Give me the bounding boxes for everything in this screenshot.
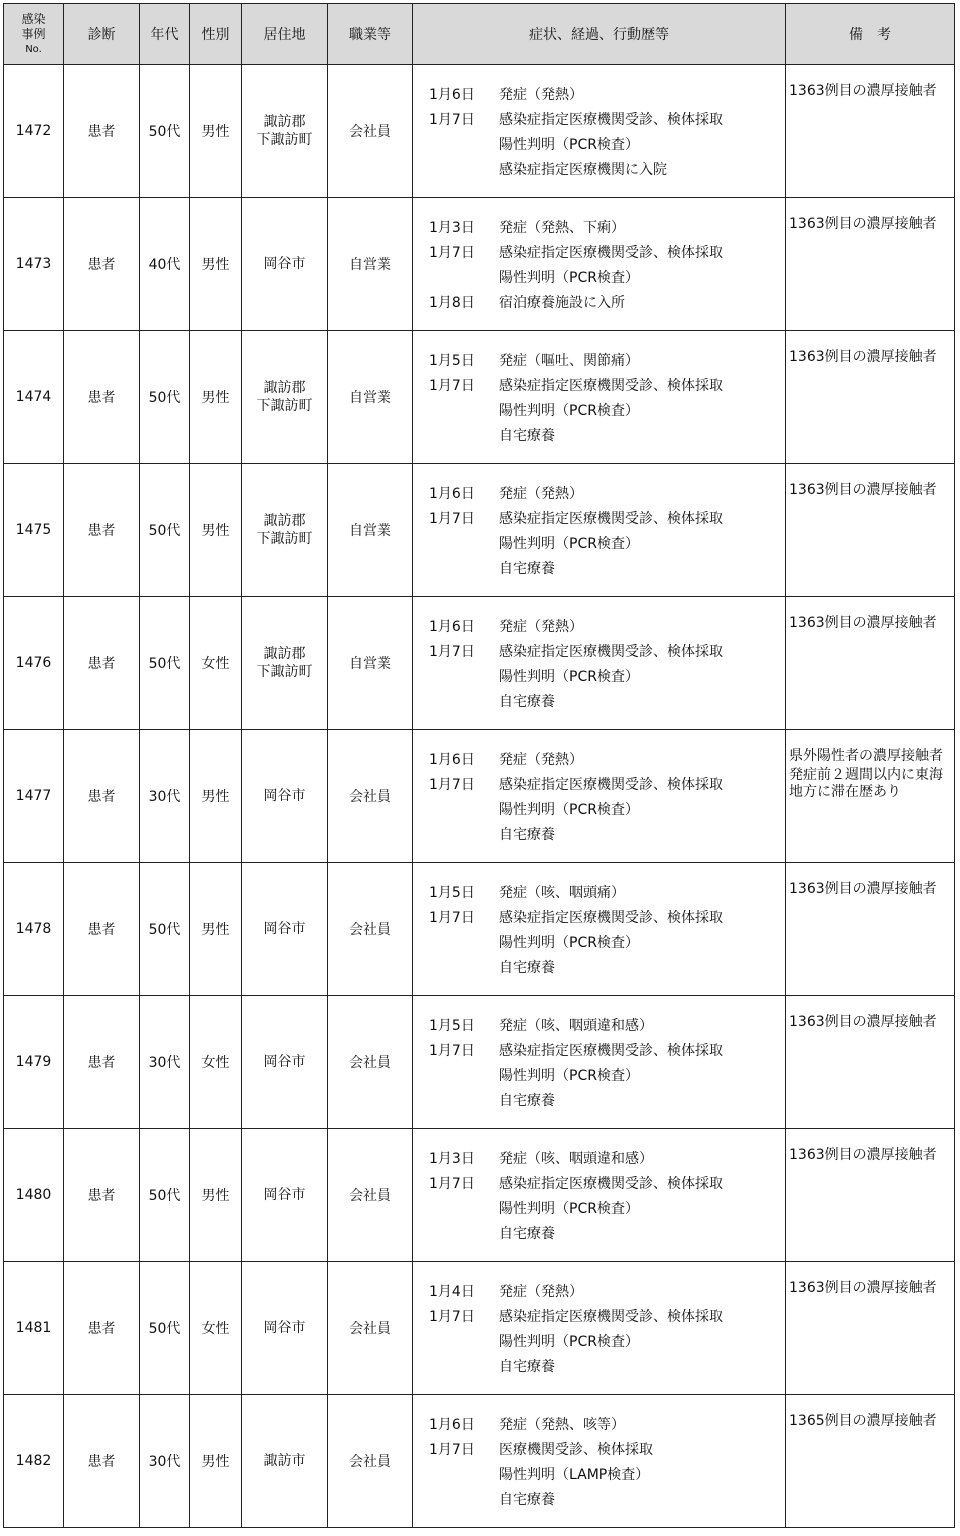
table-row (4, 1395, 955, 1528)
age-cell: 50代 (140, 1262, 190, 1395)
remarks-cell (786, 464, 955, 597)
header-case-no-line3: No. (25, 43, 42, 55)
case-no-cell: 1479 (4, 996, 64, 1129)
diagnosis-cell: 患者 (64, 730, 140, 863)
sex-cell: 女性 (190, 996, 242, 1129)
event-text: 発症（嘔吐、関節痛） (499, 352, 639, 369)
case-no-cell: 1481 (4, 1262, 64, 1395)
remark-line: 1363例目の濃厚接触者 (789, 1280, 937, 1296)
residence-line: 下諏訪町 (256, 664, 313, 680)
event-text: 陽性判明（PCR検査） (499, 402, 639, 419)
course-cell (413, 996, 786, 1129)
residence-line: 岡谷市 (263, 788, 306, 804)
case-no-cell: 1480 (4, 1129, 64, 1262)
residence-cell (242, 863, 328, 996)
remarks-cell (786, 863, 955, 996)
course-event (429, 1087, 785, 1112)
event-text: 発症（発熱） (499, 1283, 583, 1300)
course-event (429, 480, 785, 505)
event-date: 1月7日 (429, 1441, 475, 1458)
course-event (429, 1278, 785, 1303)
event-text: 感染症指定医療機関受診、検体採取 (499, 377, 723, 394)
header-row (4, 4, 955, 65)
residence-line: 諏訪郡 (263, 646, 306, 662)
occupation-cell: 自営業 (328, 331, 413, 464)
age-cell: 30代 (140, 996, 190, 1129)
course-event (429, 1436, 785, 1461)
event-text: 自宅療養 (499, 1358, 555, 1375)
course-cell (413, 65, 786, 198)
course-cell (413, 597, 786, 730)
event-text: 感染症指定医療機関に入院 (499, 161, 667, 178)
header-residence: 居住地 (242, 4, 328, 65)
table-row (4, 1129, 955, 1262)
header-occupation: 職業等 (328, 4, 413, 65)
diagnosis-cell: 患者 (64, 65, 140, 198)
remark-line: 発症前２週間以内に東海地方に滞在歴あり (789, 767, 943, 800)
remark-line: 県外陽性者の濃厚接触者 (789, 748, 943, 764)
age-cell: 50代 (140, 464, 190, 597)
residence-cell (242, 597, 328, 730)
occupation-cell: 会社員 (328, 1129, 413, 1262)
age-cell: 40代 (140, 198, 190, 331)
sex-cell: 女性 (190, 1262, 242, 1395)
event-date: 1月6日 (429, 485, 475, 502)
remark-line: 1363例目の濃厚接触者 (789, 216, 937, 232)
event-date: 1月7日 (429, 643, 475, 660)
event-date: 1月6日 (429, 1416, 475, 1433)
event-text: 発症（咳、咽頭痛） (499, 884, 625, 901)
event-text: 自宅療養 (499, 693, 555, 710)
course-event (429, 771, 785, 796)
sex-cell: 男性 (190, 198, 242, 331)
sex-cell: 男性 (190, 863, 242, 996)
header-age: 年代 (140, 4, 190, 65)
sex-cell: 女性 (190, 597, 242, 730)
event-text: 宿泊療養施設に入所 (499, 294, 625, 311)
diagnosis-cell: 患者 (64, 464, 140, 597)
course-event (429, 214, 785, 239)
residence-cell (242, 1395, 328, 1528)
sex-cell: 男性 (190, 331, 242, 464)
table-row (4, 464, 955, 597)
residence-line: 岡谷市 (263, 256, 306, 272)
diagnosis-cell: 患者 (64, 863, 140, 996)
occupation-cell: 会社員 (328, 996, 413, 1129)
course-cell (413, 464, 786, 597)
event-text: 医療機関受診、検体採取 (499, 1441, 653, 1458)
table-body (4, 65, 955, 1528)
event-date: 1月7日 (429, 1308, 475, 1325)
event-text: 発症（発熱） (499, 86, 583, 103)
table-row (4, 1262, 955, 1395)
course-cell (413, 1262, 786, 1395)
residence-line: 下諏訪町 (256, 132, 313, 148)
residence-cell (242, 1262, 328, 1395)
age-cell: 50代 (140, 863, 190, 996)
remarks-cell (786, 331, 955, 464)
residence-line: 諏訪郡 (263, 380, 306, 396)
course-cell (413, 863, 786, 996)
sex-cell: 男性 (190, 1129, 242, 1262)
residence-line: 岡谷市 (263, 921, 306, 937)
course-event (429, 1195, 785, 1220)
event-text: 発症（発熱） (499, 618, 583, 635)
event-text: 感染症指定医療機関受診、検体採取 (499, 1042, 723, 1059)
age-cell: 50代 (140, 1129, 190, 1262)
course-event (429, 1461, 785, 1486)
course-event (429, 397, 785, 422)
case-table (3, 3, 955, 1528)
event-text: 陽性判明（PCR検査） (499, 1200, 639, 1217)
event-date: 1月7日 (429, 909, 475, 926)
event-text: 感染症指定医療機関受診、検体採取 (499, 776, 723, 793)
occupation-cell: 自営業 (328, 597, 413, 730)
age-cell: 50代 (140, 331, 190, 464)
course-event (429, 796, 785, 821)
occupation-cell: 会社員 (328, 730, 413, 863)
event-date: 1月7日 (429, 377, 475, 394)
course-event (429, 1353, 785, 1378)
course-event (429, 1170, 785, 1195)
case-no-cell: 1476 (4, 597, 64, 730)
event-text: 感染症指定医療機関受診、検体採取 (499, 244, 723, 261)
event-text: 自宅療養 (499, 1225, 555, 1242)
event-date: 1月6日 (429, 86, 475, 103)
course-event (429, 663, 785, 688)
event-text: 感染症指定医療機関受診、検体採取 (499, 909, 723, 926)
event-text: 感染症指定医療機関受診、検体採取 (499, 111, 723, 128)
remark-line: 1363例目の濃厚接触者 (789, 1147, 937, 1163)
remarks-cell (786, 996, 955, 1129)
header-case-no-line1: 感染 (21, 11, 46, 26)
header-case-no-line2: 事例 (21, 26, 46, 41)
course-event (429, 81, 785, 106)
header-sex: 性別 (190, 4, 242, 65)
course-event (429, 688, 785, 713)
event-text: 自宅療養 (499, 560, 555, 577)
event-date: 1月7日 (429, 776, 475, 793)
remarks-cell (786, 1395, 955, 1528)
age-cell: 30代 (140, 730, 190, 863)
course-event (429, 1328, 785, 1353)
event-text: 自宅療養 (499, 826, 555, 843)
course-event (429, 1012, 785, 1037)
event-text: 陽性判明（LAMP検査） (499, 1466, 650, 1483)
course-event (429, 1486, 785, 1511)
diagnosis-cell: 患者 (64, 198, 140, 331)
course-event (429, 239, 785, 264)
course-event (429, 1411, 785, 1436)
course-event (429, 1145, 785, 1170)
diagnosis-cell: 患者 (64, 1129, 140, 1262)
event-text: 陽性判明（PCR検査） (499, 1067, 639, 1084)
course-event (429, 156, 785, 181)
event-text: 感染症指定医療機関受診、検体採取 (499, 510, 723, 527)
occupation-cell: 自営業 (328, 198, 413, 331)
course-event (429, 613, 785, 638)
course-event (429, 1220, 785, 1245)
event-text: 陽性判明（PCR検査） (499, 535, 639, 552)
course-cell (413, 331, 786, 464)
event-date: 1月5日 (429, 1017, 475, 1034)
table-row (4, 331, 955, 464)
residence-line: 諏訪郡 (263, 114, 306, 130)
course-event (429, 372, 785, 397)
course-cell (413, 1395, 786, 1528)
course-event (429, 530, 785, 555)
residence-line: 諏訪市 (263, 1453, 306, 1469)
course-event (429, 422, 785, 447)
case-no-cell: 1477 (4, 730, 64, 863)
occupation-cell: 会社員 (328, 1262, 413, 1395)
event-date: 1月6日 (429, 618, 475, 635)
course-event (429, 638, 785, 663)
sex-cell: 男性 (190, 730, 242, 863)
course-event (429, 264, 785, 289)
case-no-cell: 1478 (4, 863, 64, 996)
residence-line: 岡谷市 (263, 1187, 306, 1203)
course-event (429, 1303, 785, 1328)
residence-line: 下諏訪町 (256, 531, 313, 547)
course-event (429, 347, 785, 372)
event-text: 自宅療養 (499, 959, 555, 976)
occupation-cell: 自営業 (328, 464, 413, 597)
header-remarks: 備 考 (786, 4, 955, 65)
event-text: 感染症指定医療機関受診、検体採取 (499, 643, 723, 660)
occupation-cell: 会社員 (328, 863, 413, 996)
event-text: 陽性判明（PCR検査） (499, 668, 639, 685)
case-no-cell: 1473 (4, 198, 64, 331)
table-row (4, 597, 955, 730)
course-event (429, 929, 785, 954)
event-text: 感染症指定医療機関受診、検体採取 (499, 1175, 723, 1192)
event-text: 感染症指定医療機関受診、検体採取 (499, 1308, 723, 1325)
event-text: 発症（発熱） (499, 485, 583, 502)
residence-cell (242, 65, 328, 198)
remark-line: 1363例目の濃厚接触者 (789, 482, 937, 498)
diagnosis-cell: 患者 (64, 996, 140, 1129)
residence-cell (242, 996, 328, 1129)
event-date: 1月7日 (429, 244, 475, 261)
header-diagnosis: 診断 (64, 4, 140, 65)
event-text: 発症（発熱、咳等） (499, 1416, 625, 1433)
remarks-cell (786, 1262, 955, 1395)
course-event (429, 746, 785, 771)
remark-line: 1365例目の濃厚接触者 (789, 1413, 937, 1429)
diagnosis-cell: 患者 (64, 331, 140, 464)
event-date: 1月5日 (429, 884, 475, 901)
event-text: 発症（発熱） (499, 751, 583, 768)
age-cell: 50代 (140, 65, 190, 198)
event-text: 陽性判明（PCR検査） (499, 801, 639, 818)
course-cell (413, 730, 786, 863)
case-no-cell: 1472 (4, 65, 64, 198)
remark-line: 1363例目の濃厚接触者 (789, 1014, 937, 1030)
residence-cell (242, 1129, 328, 1262)
age-cell: 30代 (140, 1395, 190, 1528)
event-text: 陽性判明（PCR検査） (499, 1333, 639, 1350)
event-text: 陽性判明（PCR検査） (499, 136, 639, 153)
event-text: 陽性判明（PCR検査） (499, 269, 639, 286)
diagnosis-cell: 患者 (64, 1262, 140, 1395)
table-row (4, 198, 955, 331)
event-text: 発症（咳、咽頭違和感） (499, 1017, 653, 1034)
event-text: 自宅療養 (499, 1092, 555, 1109)
event-date: 1月7日 (429, 111, 475, 128)
remarks-cell (786, 730, 955, 863)
remarks-cell (786, 1129, 955, 1262)
table-row (4, 65, 955, 198)
course-event (429, 954, 785, 979)
diagnosis-cell: 患者 (64, 1395, 140, 1528)
remark-line: 1363例目の濃厚接触者 (789, 615, 937, 631)
remarks-cell (786, 65, 955, 198)
event-date: 1月6日 (429, 751, 475, 768)
course-cell (413, 198, 786, 331)
case-no-cell: 1475 (4, 464, 64, 597)
event-date: 1月7日 (429, 1175, 475, 1192)
course-cell (413, 1129, 786, 1262)
course-event (429, 289, 785, 314)
diagnosis-cell: 患者 (64, 597, 140, 730)
event-date: 1月3日 (429, 219, 475, 236)
residence-cell (242, 198, 328, 331)
residence-cell (242, 331, 328, 464)
residence-line: 諏訪郡 (263, 513, 306, 529)
event-text: 発症（咳、咽頭違和感） (499, 1150, 653, 1167)
event-date: 1月7日 (429, 510, 475, 527)
header-case-no (4, 4, 64, 65)
event-text: 自宅療養 (499, 1491, 555, 1508)
course-event (429, 106, 785, 131)
table-row (4, 863, 955, 996)
residence-line: 下諏訪町 (256, 398, 313, 414)
event-text: 自宅療養 (499, 427, 555, 444)
age-cell: 50代 (140, 597, 190, 730)
remarks-cell (786, 198, 955, 331)
sex-cell: 男性 (190, 1395, 242, 1528)
remark-line: 1363例目の濃厚接触者 (789, 881, 937, 897)
remark-line: 1363例目の濃厚接触者 (789, 83, 937, 99)
course-event (429, 904, 785, 929)
residence-cell (242, 730, 328, 863)
event-text: 陽性判明（PCR検査） (499, 934, 639, 951)
sex-cell: 男性 (190, 464, 242, 597)
event-date: 1月3日 (429, 1150, 475, 1167)
case-no-cell: 1474 (4, 331, 64, 464)
occupation-cell: 会社員 (328, 1395, 413, 1528)
course-event (429, 555, 785, 580)
residence-line: 岡谷市 (263, 1320, 306, 1336)
remarks-cell (786, 597, 955, 730)
header-course: 症状、経過、行動歴等 (413, 4, 786, 65)
course-event (429, 821, 785, 846)
occupation-cell: 会社員 (328, 65, 413, 198)
remark-line: 1363例目の濃厚接触者 (789, 349, 937, 365)
event-date: 1月8日 (429, 294, 475, 311)
course-event (429, 1062, 785, 1087)
course-event (429, 1037, 785, 1062)
course-event (429, 505, 785, 530)
course-event (429, 131, 785, 156)
event-text: 発症（発熱、下痢） (499, 219, 625, 236)
table-row (4, 996, 955, 1129)
event-date: 1月7日 (429, 1042, 475, 1059)
residence-line: 岡谷市 (263, 1054, 306, 1070)
event-date: 1月5日 (429, 352, 475, 369)
residence-cell (242, 464, 328, 597)
table-row (4, 730, 955, 863)
sex-cell: 男性 (190, 65, 242, 198)
case-no-cell: 1482 (4, 1395, 64, 1528)
event-date: 1月4日 (429, 1283, 475, 1300)
course-event (429, 879, 785, 904)
